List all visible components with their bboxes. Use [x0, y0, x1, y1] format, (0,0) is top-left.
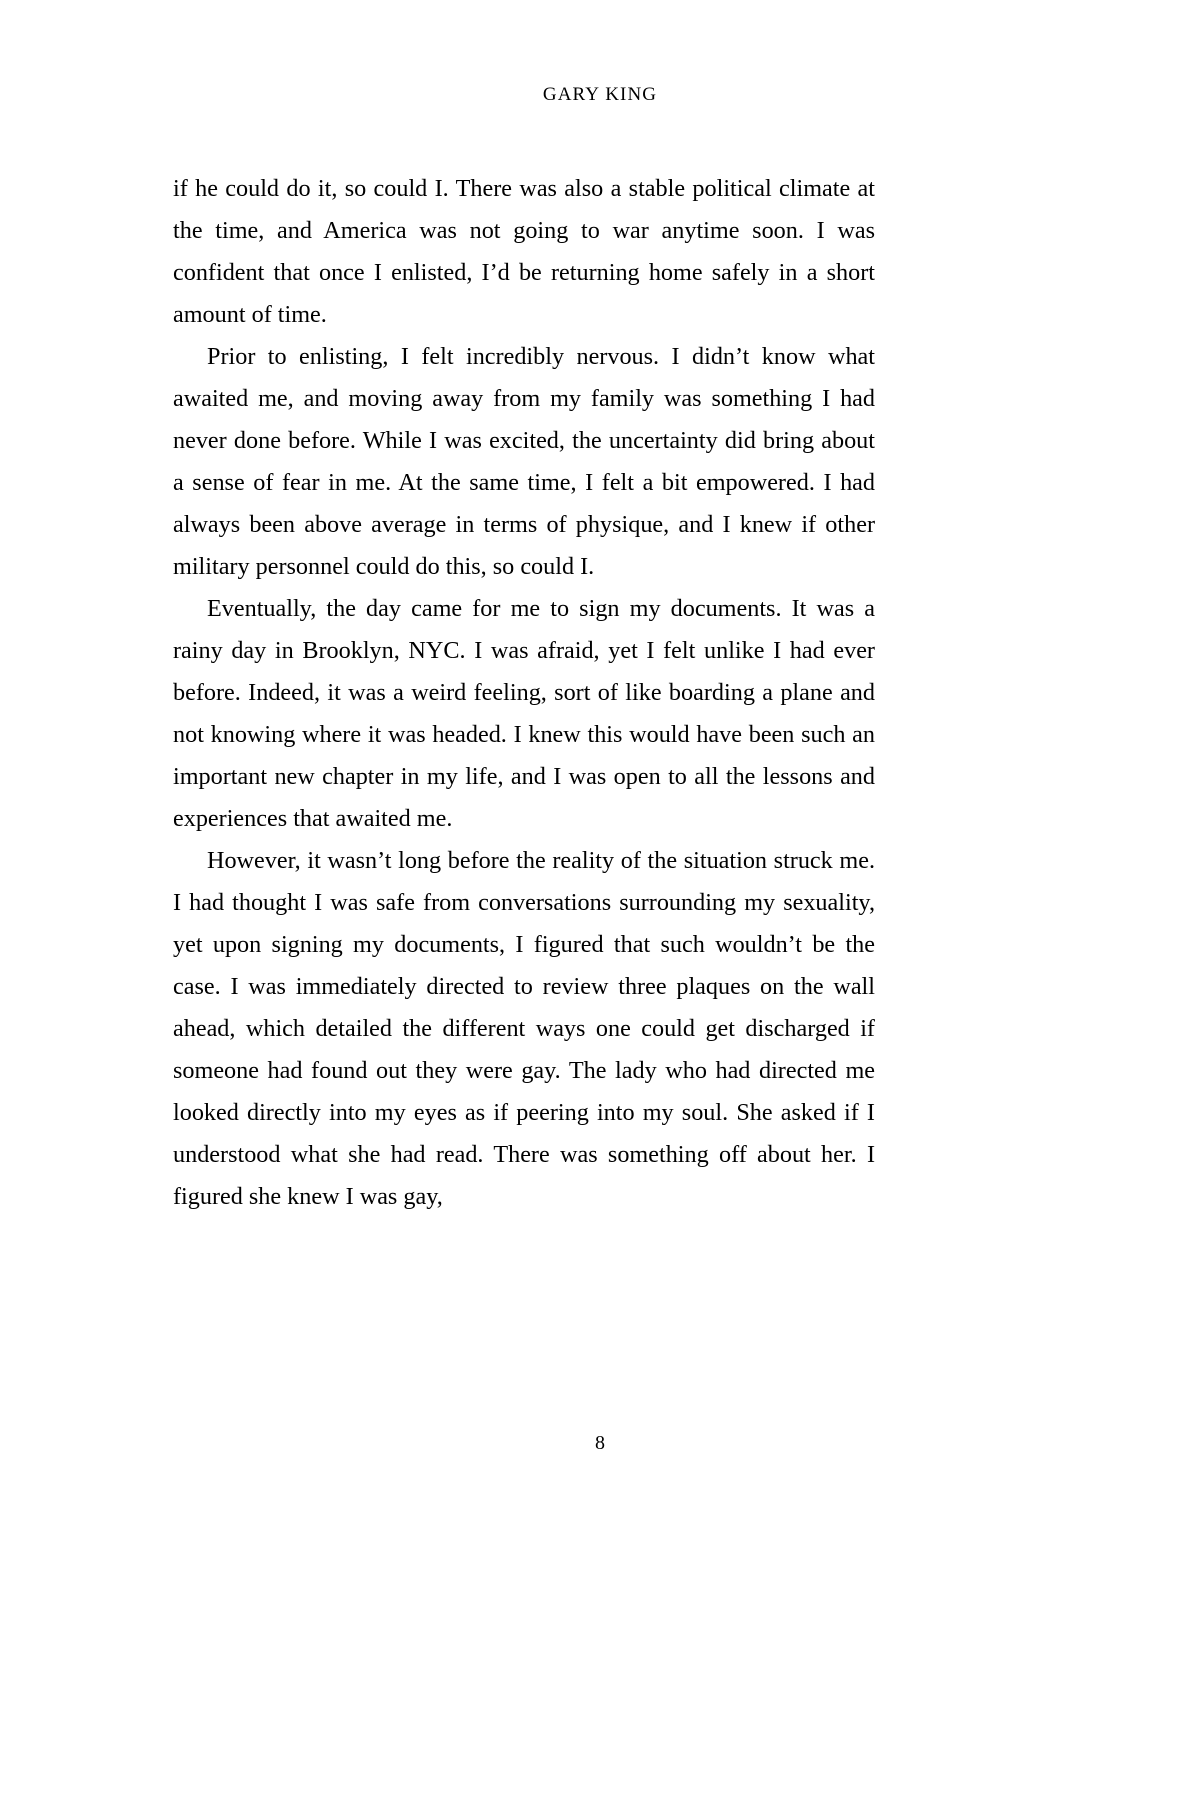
body-text-block: [173, 168, 875, 1218]
paragraph-2: Prior to enlisting, I felt incredibly nervous. I didn’t know what awaited me, and moving away from my family was something I had never done before. While I was excited, the uncertainty did bring about a sense of fear in me. At the same time, I felt a bit empowered. I had always been above average in terms of physique, and I knew if other military personnel could do this, so could I.: [173, 343, 875, 580]
page-number: 8: [595, 1432, 605, 1454]
paragraph-3: Eventually, the day came for me to sign my documents. It was a rainy day in Brooklyn, NYC. I was afraid, yet I felt unlike I had ever before. Indeed, it was a weird feeling, sort of like boarding a plane and not knowing where it was headed. I knew this would have been such an important new chapter in my life, and I was open to all the lessons and experiences that awaited me.: [173, 595, 875, 832]
running-header: GARY KING: [542, 84, 658, 105]
paragraph-1: if he could do it, so could I. There was also a stable political climate at the time, and America was not going to war anytime soon. I was confident that once I enlisted, I’d be returning home safely in a short amount of time.: [173, 175, 875, 328]
paragraph-4: However, it wasn’t long before the reality of the situation struck me. I had thought I was safe from conversations surrounding my sexuality, yet upon signing my documents, I figured that such wouldn’t be the case. I was immediately directed to review three plaques on the wall ahead, which detailed the different ways one could get discharged if someone had found out they were gay. The lady who had directed me looked directly into my eyes as if peering into my soul. She asked if I understood what she had read. There was something off about her. I figured she knew I was gay,: [173, 847, 875, 1210]
